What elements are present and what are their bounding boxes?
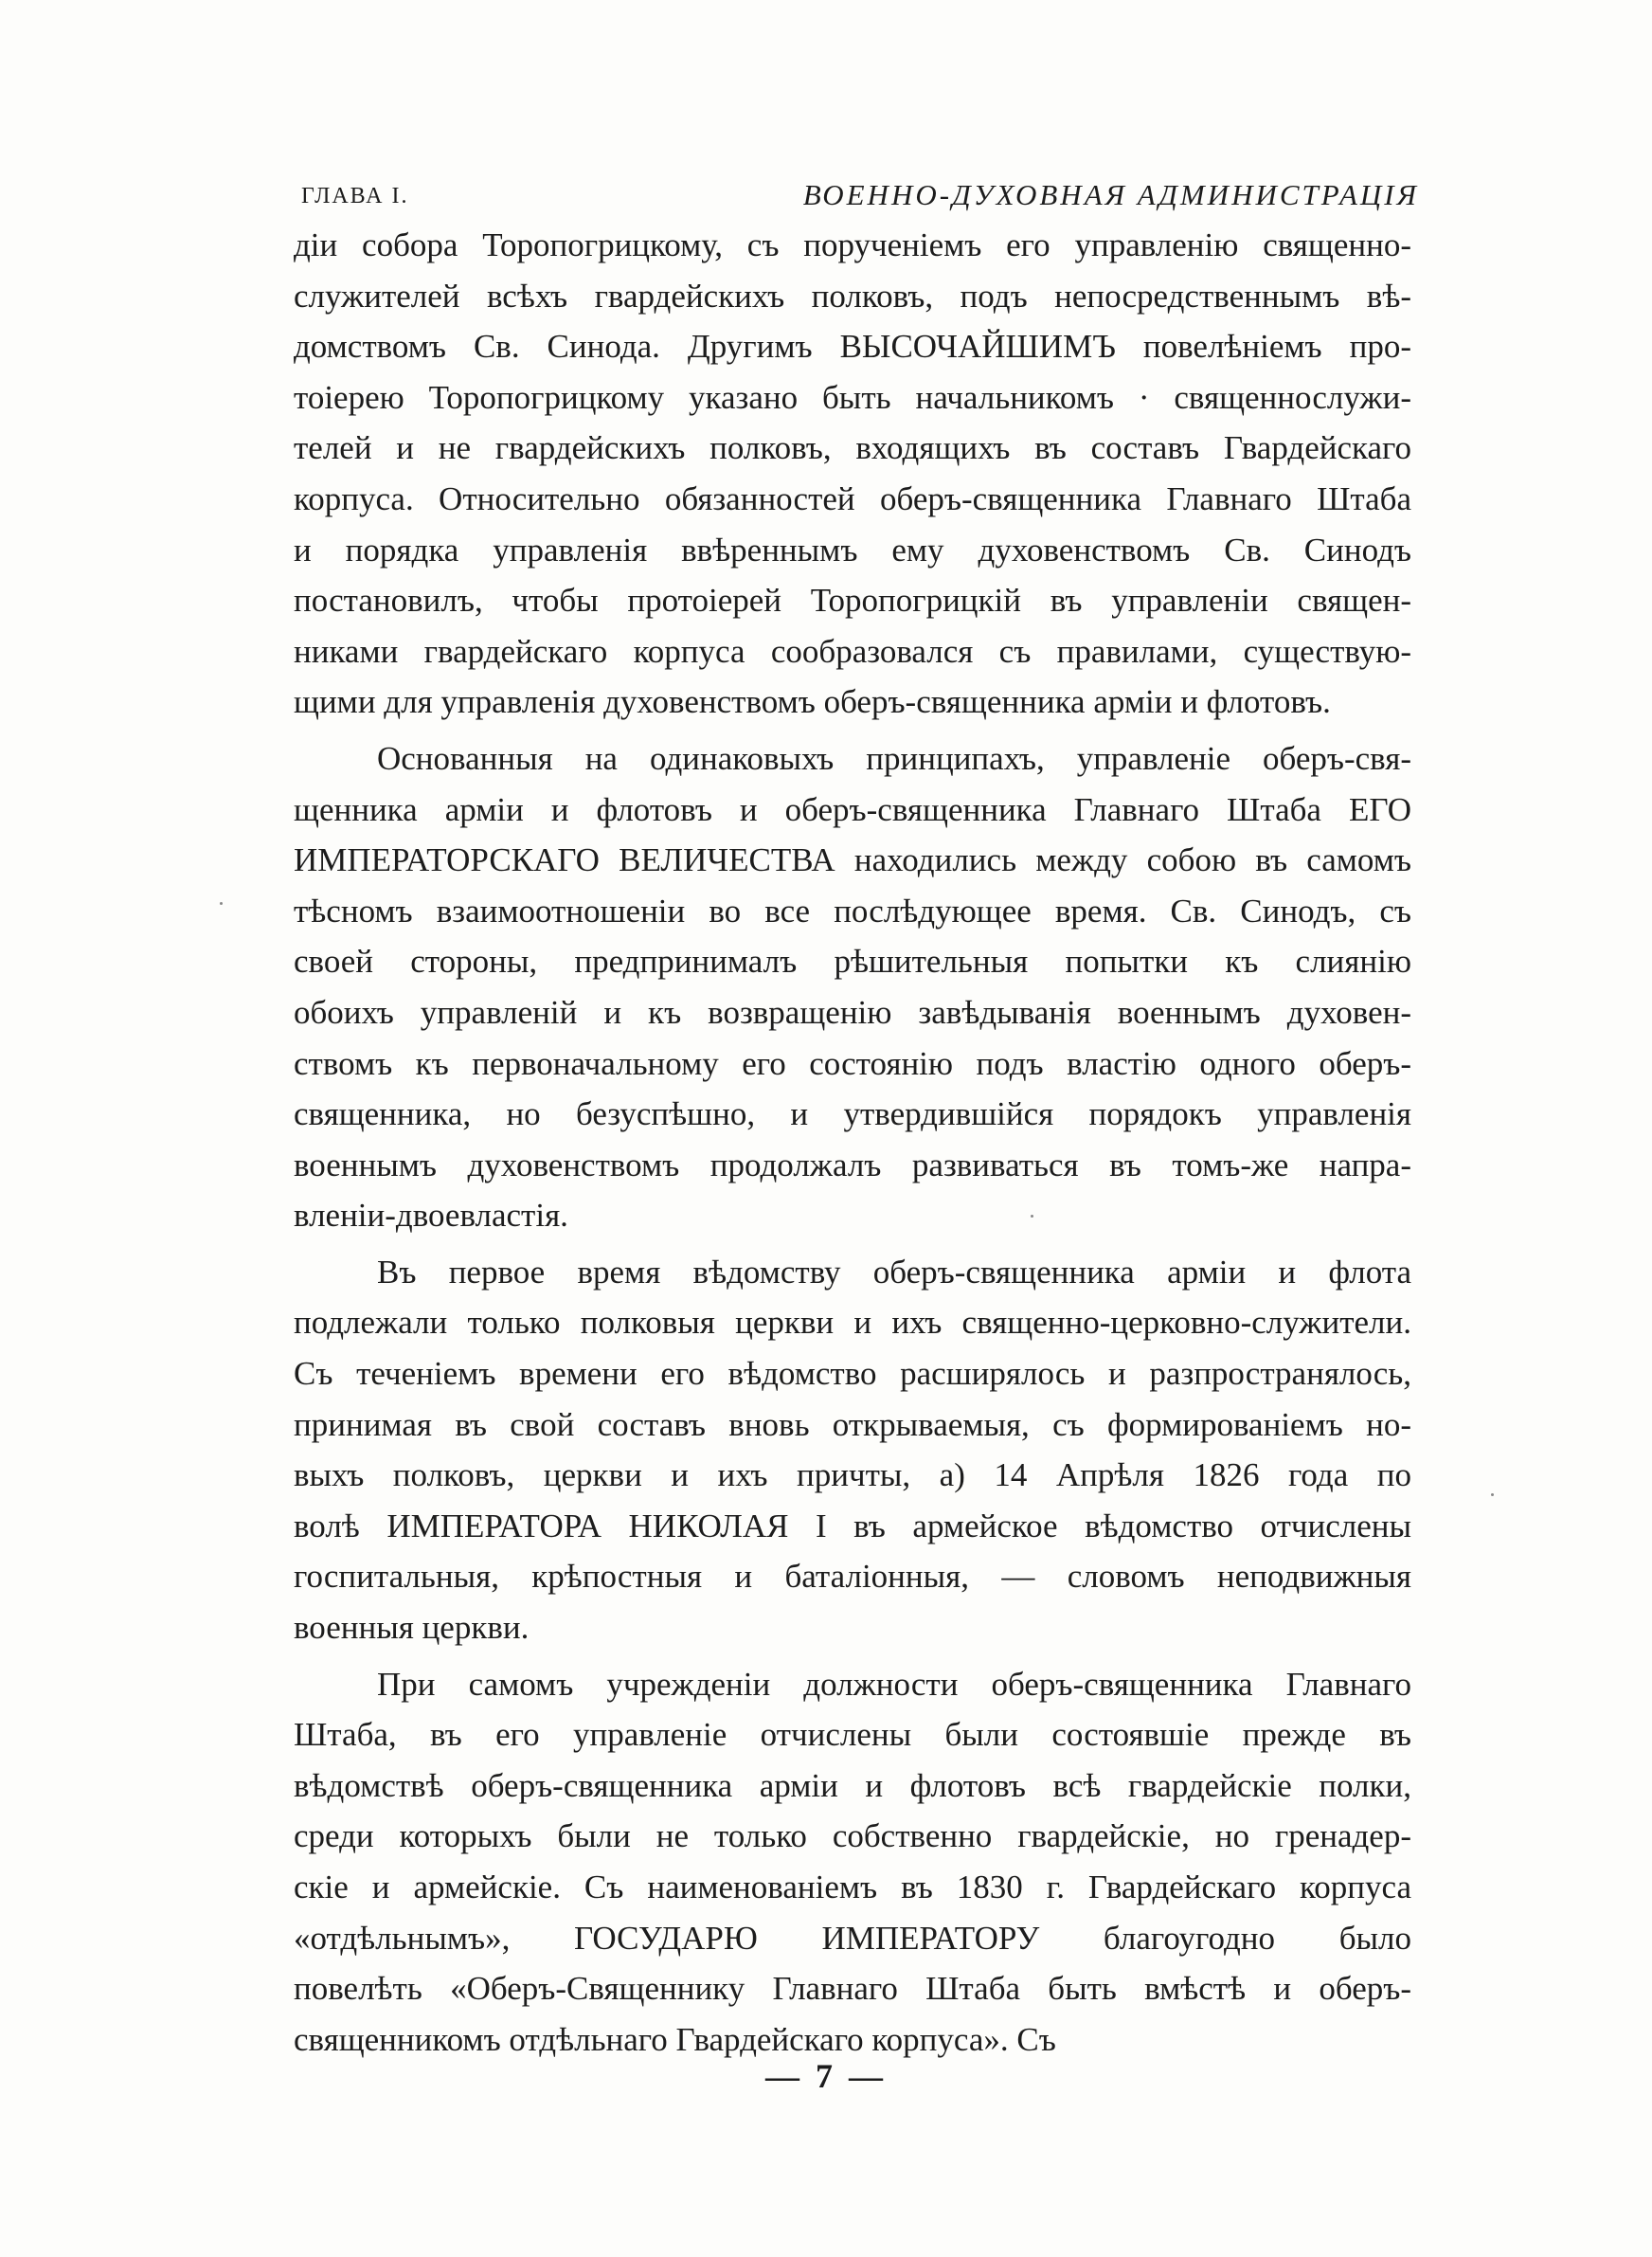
text-line: Съ теченіемъ времени его вѣдомство расширялось и разпространялось, <box>294 1355 1411 1393</box>
text-line: постановилъ, чтобы протоіерей Торопогрицкій въ управленіи священ- <box>294 582 1411 620</box>
text-line: священника, но безуспѣшно, и утвердившійся порядокъ управленія <box>294 1095 1411 1133</box>
paper-speck <box>1491 1493 1494 1496</box>
text-line: священникомъ отдѣльнаго Гвардейскаго корпуса». Съ <box>294 2020 1056 2058</box>
text-line: тоіерею Торопогрицкому указано быть начальникомъ · священнослужи- <box>294 378 1411 416</box>
text-line: принимая въ свой составъ вновь открываемыя, съ формированіемъ но- <box>294 1405 1411 1443</box>
section-title: ВОЕННО-ДУХОВНАЯ АДМИНИСТРАЦІЯ <box>802 178 1419 211</box>
text-line: обоихъ управленій и къ возвращенію завѣдыванія военнымъ духовен- <box>294 993 1411 1031</box>
text-line: щенника арміи и флотовъ и оберъ-священника Главнаго Штаба ЕГО <box>294 790 1411 828</box>
text-line: военныя церкви. <box>294 1609 530 1647</box>
paper-speck <box>220 902 223 905</box>
text-line: Основанныя на одинаковыхъ принципахъ, управленіе оберъ-свя- <box>377 739 1411 777</box>
text-line: вѣдомствѣ оберъ-священника арміи и флотовъ всѣ гвардейскіе полки, <box>294 1766 1411 1804</box>
text-line: скіе и армейскіе. Съ наименованіемъ въ 1830 г. Гвардейскаго корпуса <box>294 1869 1411 1905</box>
running-head <box>301 178 1419 216</box>
text-line: щими для управленія духовенствомъ оберъ-священника арміи и флотовъ. <box>294 683 1331 721</box>
text-line: волѣ ИМПЕРАТОРА НИКОЛАЯ I въ армейское вѣдомство отчислены <box>294 1507 1411 1544</box>
text-line: служителей всѣхъ гвардейскихъ полковъ, подъ непосредственнымъ вѣ- <box>294 277 1411 315</box>
text-line: тѣсномъ взаимоотношеніи во все послѣдующее время. Св. Синодъ, съ <box>294 892 1411 930</box>
paper-speck <box>1031 1215 1033 1218</box>
text-line: телей и не гвардейскихъ полковъ, входящихъ въ составъ Гвардейскаго <box>294 429 1411 467</box>
text-line: и порядка управленія ввѣреннымъ ему духовенствомъ Св. Синодъ <box>294 531 1411 569</box>
text-line: Штаба, въ его управленіе отчислены были состоявшіе прежде въ <box>294 1716 1411 1754</box>
text-line: среди которыхъ были не только собственно гвардейскіе, но гренадер- <box>294 1817 1411 1855</box>
text-line: повелѣть «Оберъ-Священнику Главнаго Штаба быть вмѣстѣ и оберъ- <box>294 1970 1411 2008</box>
page-number: — 7 — <box>765 2057 887 2095</box>
text-line: своей стороны, предпринималъ рѣшительныя попытки къ слиянію <box>294 943 1411 981</box>
text-line: ствомъ къ первоначальному его состоянію подъ властію одного оберъ- <box>294 1044 1411 1082</box>
text-line: корпуса. Относительно обязанностей оберъ-священника Главнаго Штаба <box>294 479 1411 517</box>
paragraph <box>294 1659 1411 2066</box>
text-line: госпитальныя, крѣпостныя и баталіонныя, — словомъ неподвижныя <box>294 1558 1411 1596</box>
text-line: При самомъ учрежденіи должности оберъ-священника Главнаго <box>377 1665 1411 1703</box>
chapter-label: ГЛАВА I. <box>301 184 409 208</box>
body-text <box>294 220 1411 2065</box>
paragraph <box>294 733 1411 1241</box>
text-line: никами гвардейскаго корпуса сообразовался съ правилами, существую- <box>294 632 1411 670</box>
text-line: «отдѣльнымъ», ГОСУДАРЮ ИМПЕРАТОРУ благоугодно было <box>294 1919 1411 1957</box>
text-line: вленіи-двоевластія. <box>294 1197 568 1235</box>
text-line: военнымъ духовенствомъ продолжалъ развиваться въ томъ-же напра- <box>294 1146 1411 1183</box>
text-line: ИМПЕРАТОРСКАГО ВЕЛИЧЕСТВА находились между собою въ самомъ <box>294 841 1411 879</box>
text-line: домствомъ Св. Синода. Другимъ ВЫСОЧАЙШИМЪ повелѣніемъ про- <box>294 328 1411 366</box>
text-line: діи собора Торопогрицкому, съ порученіемъ его управленію священно- <box>294 226 1411 263</box>
text-line: подлежали только полковыя церкви и ихъ священно-церковно-служители. <box>294 1304 1411 1342</box>
text-line: выхъ полковъ, церкви и ихъ причты, а) 14 Апрѣля 1826 года по <box>294 1456 1411 1494</box>
text-line: Въ первое время вѣдомству оберъ-священника арміи и флота <box>377 1253 1411 1291</box>
paragraph <box>294 220 1411 728</box>
paragraph <box>294 1247 1411 1653</box>
